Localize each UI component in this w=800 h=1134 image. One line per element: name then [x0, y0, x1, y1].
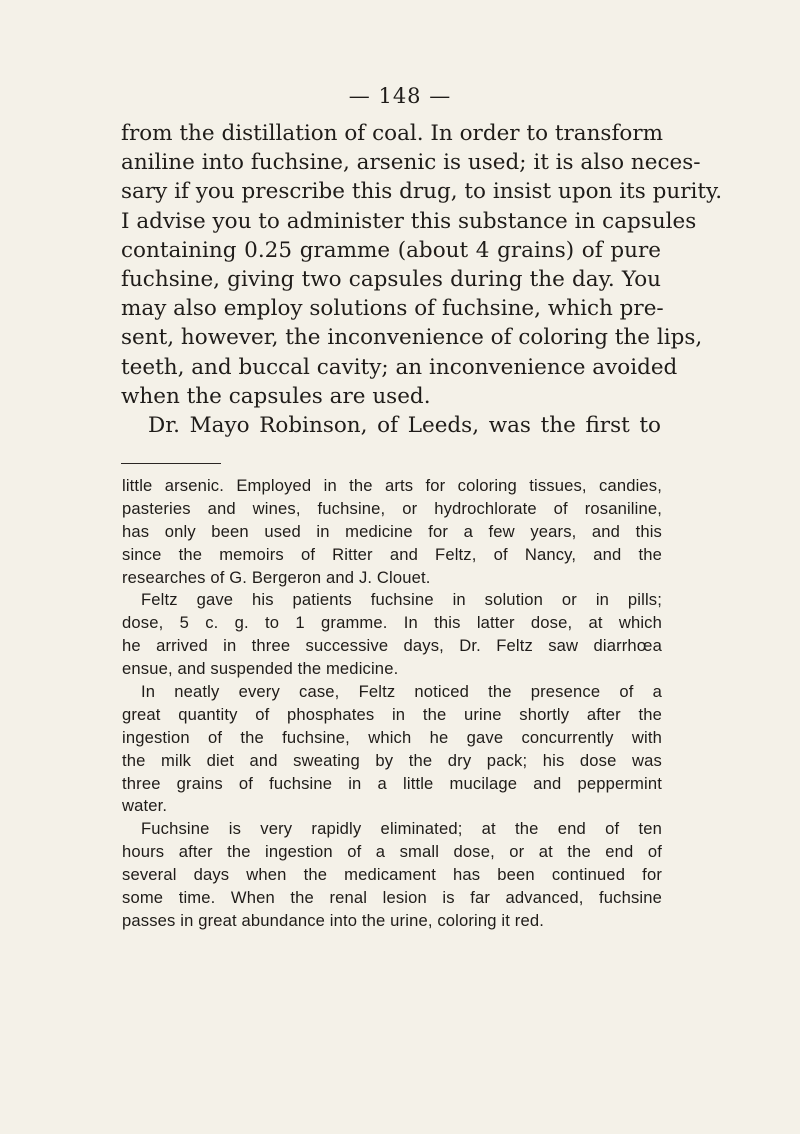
footnote-line: several days when the medicament has been continued for — [122, 865, 662, 885]
footnote-line: ensue, and suspended the medicine. — [122, 659, 399, 679]
footnote-line: has only been used in medicine for a few years, and this — [122, 521, 662, 541]
footnote-line: dose, 5 c. g. to 1 gramme. In this latter dose, at which — [122, 613, 662, 633]
footnote-line: he arrived in three successive days, Dr. Feltz saw diarrhœa — [122, 636, 662, 656]
footnote-line: pasteries and wines, fuchsine, or hydrochlorate of rosaniline, — [122, 498, 662, 518]
main-text-line: sary if you prescribe this drug, to insist upon its purity. — [121, 179, 723, 205]
main-text-line: I advise you to administer this substance in capsules — [121, 208, 697, 234]
footnote-text — [122, 475, 662, 933]
main-text-line: fuchsine, giving two capsules during the day. You — [121, 266, 661, 292]
main-text-line: from the distillation of coal. In order to transform — [121, 121, 664, 146]
footnote-line: researches of G. Bergeron and J. Clouet. — [122, 567, 431, 587]
footnote-line: Feltz gave his patients fuchsine in solution or in pills; — [141, 590, 662, 610]
main-text-line: teeth, and buccal cavity; an inconvenience avoided — [121, 354, 678, 380]
footnote-line: passes in great abundance into the urine, coloring it red. — [122, 910, 544, 930]
footnote-line: water. — [122, 796, 168, 816]
footnote-line: great quantity of phosphates in the urine shortly after the — [122, 704, 662, 724]
main-text-line: may also employ solutions of fuchsine, which pre- — [121, 296, 664, 322]
main-text-line: aniline into fuchsine, arsenic is used; it is also neces- — [121, 150, 701, 176]
footnote-line: some time. When the renal lesion is far advanced, fuchsine — [122, 888, 662, 908]
footnote-line: since the memoirs of Ritter and Feltz, of Nancy, and the — [122, 544, 662, 564]
main-text-line: containing 0.25 gramme (about 4 grains) of pure — [121, 237, 661, 263]
footnote-line: the milk diet and sweating by the dry pack; his dose was — [122, 750, 662, 770]
footnote-line: In neatly every case, Feltz noticed the presence of a — [141, 682, 662, 702]
footnote-line: ingestion of the fuchsine, which he gave concurrently with — [122, 727, 662, 747]
main-text-line: when the capsules are used. — [121, 383, 431, 409]
footnote-line: three grains of fuchsine in a little mucilage and peppermint — [122, 773, 662, 793]
footnote-line: Fuchsine is very rapidly eliminated; at the end of ten — [141, 819, 662, 839]
main-text-line: sent, however, the inconvenience of coloring the lips, — [121, 325, 703, 351]
main-body-text — [121, 119, 723, 440]
footnote-line: hours after the ingestion of a small dose, or at the end of — [122, 842, 662, 862]
main-text-line: Dr. Mayo Robinson, of Leeds, was the first to — [148, 412, 661, 438]
footnote-line: little arsenic. Employed in the arts for coloring tissues, candies, — [122, 476, 662, 495]
page-number: — 148 — — [348, 84, 452, 108]
footnote-separator-rule — [121, 463, 221, 464]
